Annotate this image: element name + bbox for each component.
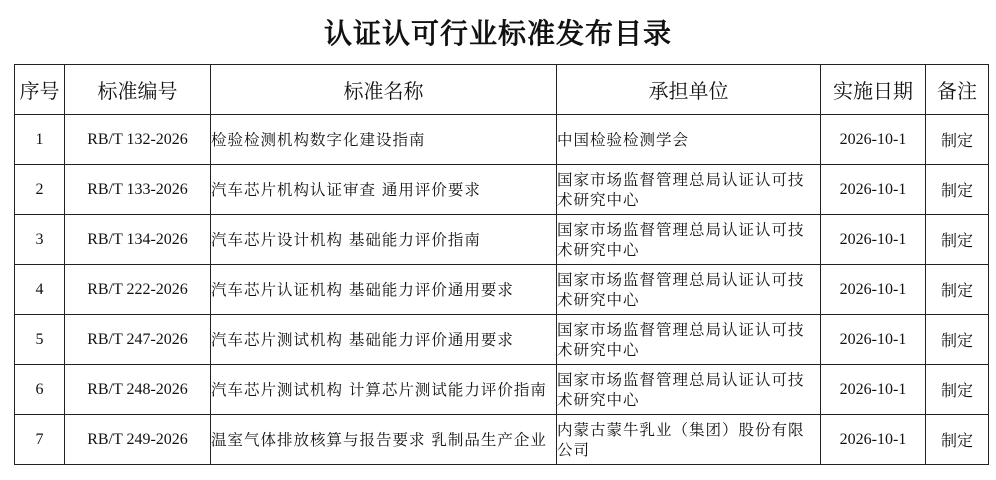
cell-name: 检验检测机构数字化建设指南 (211, 115, 557, 165)
cell-no: 3 (15, 215, 65, 265)
header-name: 标准名称 (211, 65, 557, 115)
cell-no: 5 (15, 315, 65, 365)
table-row (15, 315, 989, 365)
header-row (15, 65, 989, 115)
cell-code: RB/T 133-2026 (65, 165, 211, 215)
header-note: 备注 (926, 65, 989, 115)
cell-name: 汽车芯片机构认证审查 通用评价要求 (211, 165, 557, 215)
cell-date: 2026-10-1 (821, 415, 926, 465)
header-date: 实施日期 (821, 65, 926, 115)
table-body (15, 115, 989, 465)
cell-no: 6 (15, 365, 65, 415)
cell-name: 汽车芯片测试机构 计算芯片测试能力评价指南 (211, 365, 557, 415)
cell-name: 汽车芯片认证机构 基础能力评价通用要求 (211, 265, 557, 315)
cell-code: RB/T 247-2026 (65, 315, 211, 365)
cell-org: 内蒙古蒙牛乳业（集团）股份有限公司 (557, 415, 821, 465)
cell-code: RB/T 222-2026 (65, 265, 211, 315)
cell-org: 国家市场监督管理总局认证认可技术研究中心 (557, 215, 821, 265)
cell-code: RB/T 249-2026 (65, 415, 211, 465)
table-row (15, 165, 989, 215)
table-row (15, 215, 989, 265)
table-row (15, 265, 989, 315)
standards-table (14, 64, 989, 465)
cell-code: RB/T 132-2026 (65, 115, 211, 165)
cell-code: RB/T 248-2026 (65, 365, 211, 415)
cell-date: 2026-10-1 (821, 115, 926, 165)
table-header (15, 65, 989, 115)
cell-date: 2026-10-1 (821, 165, 926, 215)
table-row (15, 115, 989, 165)
header-org: 承担单位 (557, 65, 821, 115)
cell-no: 4 (15, 265, 65, 315)
cell-name: 温室气体排放核算与报告要求 乳制品生产企业 (211, 415, 557, 465)
cell-org: 国家市场监督管理总局认证认可技术研究中心 (557, 315, 821, 365)
cell-note: 制定 (926, 115, 989, 165)
table-row (15, 415, 989, 465)
cell-note: 制定 (926, 365, 989, 415)
cell-note: 制定 (926, 315, 989, 365)
cell-note: 制定 (926, 415, 989, 465)
cell-note: 制定 (926, 215, 989, 265)
cell-no: 1 (15, 115, 65, 165)
cell-date: 2026-10-1 (821, 365, 926, 415)
cell-name: 汽车芯片设计机构 基础能力评价指南 (211, 215, 557, 265)
cell-org: 中国检验检测学会 (557, 115, 821, 165)
document-title: 认证认可行业标准发布目录 (323, 17, 672, 50)
cell-date: 2026-10-1 (821, 315, 926, 365)
cell-no: 7 (15, 415, 65, 465)
cell-name: 汽车芯片测试机构 基础能力评价通用要求 (211, 315, 557, 365)
cell-org: 国家市场监督管理总局认证认可技术研究中心 (557, 265, 821, 315)
cell-code: RB/T 134-2026 (65, 215, 211, 265)
cell-note: 制定 (926, 165, 989, 215)
cell-no: 2 (15, 165, 65, 215)
cell-org: 国家市场监督管理总局认证认可技术研究中心 (557, 365, 821, 415)
cell-note: 制定 (926, 265, 989, 315)
header-code: 标准编号 (65, 65, 211, 115)
header-no: 序号 (15, 65, 65, 115)
cell-date: 2026-10-1 (821, 215, 926, 265)
cell-date: 2026-10-1 (821, 265, 926, 315)
cell-org: 国家市场监督管理总局认证认可技术研究中心 (557, 165, 821, 215)
table-row (15, 365, 989, 415)
